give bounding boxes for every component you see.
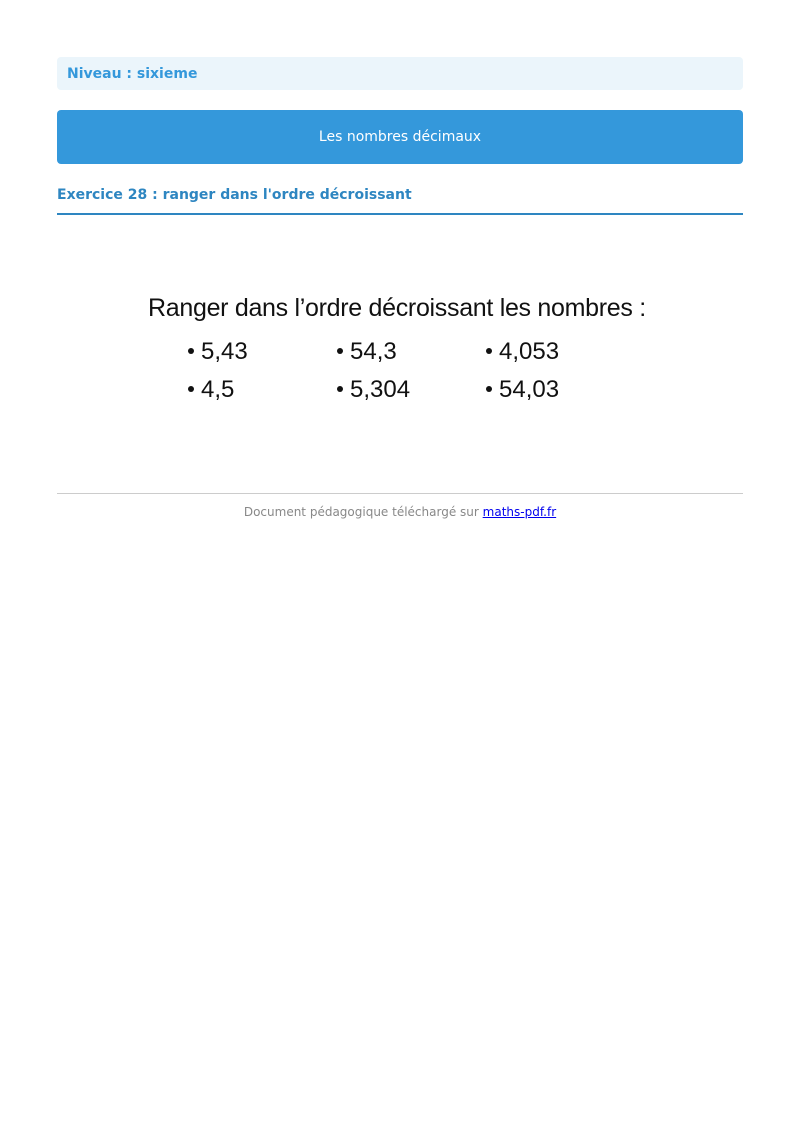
- number-item: [486, 376, 559, 404]
- number-item: [337, 376, 410, 404]
- footer: [57, 505, 743, 519]
- bullet-icon: [337, 348, 343, 354]
- number-value: 54,3: [350, 338, 397, 365]
- footer-divider: [57, 493, 743, 494]
- footer-link[interactable]: maths-pdf.fr: [482, 505, 557, 519]
- number-item: [337, 338, 397, 366]
- number-item: [188, 338, 248, 366]
- number-value: 5,304: [350, 376, 411, 403]
- number-value: 5,43: [201, 338, 248, 365]
- chapter-banner: [57, 110, 743, 164]
- bullet-icon: [188, 386, 194, 392]
- chapter-title: Les nombres décimaux: [318, 129, 482, 145]
- level-label: Niveau : sixieme: [67, 65, 198, 82]
- bullet-icon: [486, 386, 492, 392]
- number-item: [188, 376, 234, 404]
- exercise-image: [136, 286, 676, 416]
- number-item: [486, 338, 559, 366]
- footer-text: Document pédagogique téléchargé sur: [243, 505, 479, 519]
- exercise-title: Exercice 28 : ranger dans l'ordre décroissant: [57, 186, 743, 215]
- exercise-statement: Ranger dans l’ordre décroissant les nombres :: [148, 294, 646, 322]
- level-box: [57, 57, 743, 90]
- bullet-icon: [486, 348, 492, 354]
- bullet-icon: [337, 386, 343, 392]
- bullet-icon: [188, 348, 194, 354]
- number-value: 4,5: [201, 376, 235, 403]
- number-value: 4,053: [499, 338, 560, 365]
- number-value: 54,03: [499, 376, 560, 403]
